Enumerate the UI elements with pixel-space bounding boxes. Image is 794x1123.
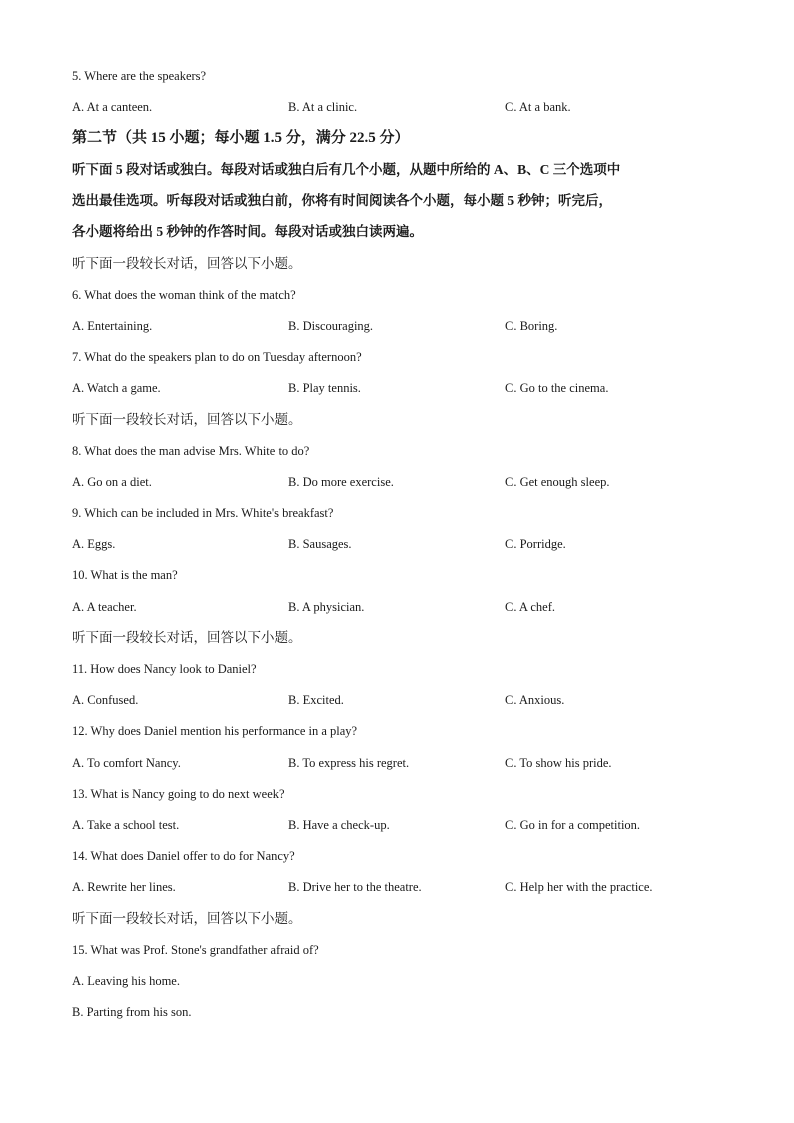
q6-option-a: A. Entertaining.	[72, 319, 153, 333]
q6-option-b: B. Discouraging.	[288, 319, 374, 333]
q10-option-a: A. A teacher.	[72, 600, 137, 614]
section-intro-line-2: 选出最佳选项。听每段对话或独白前，你将有时间阅读各个小题，每小题 5 秒钟；听完后，	[72, 193, 612, 208]
q8-option-a: A. Go on a diet.	[72, 475, 152, 489]
section-intro-line-3: 各小题将给出 5 秒钟的作答时间。每段对话或独白读两遍。	[72, 224, 423, 239]
q7-option-c: C. Go to the cinema.	[505, 381, 609, 395]
q5-option-c: C. At a bank.	[505, 100, 571, 114]
q5-option-a: A. At a canteen.	[72, 100, 153, 114]
q11-option-a: A. Confused.	[72, 693, 139, 707]
q8-option-c: C. Get enough sleep.	[505, 475, 610, 489]
q13-option-c: C. Go in for a competition.	[505, 818, 641, 832]
dialogue-instruction-4: 听下面一段较长对话，回答以下小题。	[72, 911, 302, 926]
q6-option-c: C. Boring.	[505, 319, 558, 333]
question-9: 9. Which can be included in Mrs. White's breakfast?	[72, 506, 334, 520]
q9-option-a: A. Eggs.	[72, 537, 116, 551]
q5-option-b: B. At a clinic.	[288, 100, 358, 114]
q12-option-c: C. To show his pride.	[505, 756, 612, 770]
q14-option-b: B. Drive her to the theatre.	[288, 880, 422, 894]
q11-option-c: C. Anxious.	[505, 693, 565, 707]
question-13: 13. What is Nancy going to do next week?	[72, 787, 285, 801]
q9-option-b: B. Sausages.	[288, 537, 352, 551]
q11-option-b: B. Excited.	[288, 693, 344, 707]
question-10: 10. What is the man?	[72, 568, 178, 582]
question-7: 7. What do the speakers plan to do on Tuesday afternoon?	[72, 350, 362, 364]
question-6: 6. What does the woman think of the match?	[72, 288, 296, 302]
question-12: 12. Why does Daniel mention his performance in a play?	[72, 724, 358, 738]
question-11: 11. How does Nancy look to Daniel?	[72, 662, 257, 676]
q8-option-b: B. Do more exercise.	[288, 475, 394, 489]
q7-option-b: B. Play tennis.	[288, 381, 361, 395]
question-8: 8. What does the man advise Mrs. White to do?	[72, 444, 310, 458]
dialogue-instruction-3: 听下面一段较长对话，回答以下小题。	[72, 630, 302, 645]
dialogue-instruction-2: 听下面一段较长对话，回答以下小题。	[72, 412, 302, 427]
q14-option-c: C. Help her with the practice.	[505, 880, 653, 894]
q12-option-a: A. To comfort Nancy.	[72, 756, 181, 770]
q12-option-b: B. To express his regret.	[288, 756, 410, 770]
section-intro-line-1: 听下面 5 段对话或独白。每段对话或独白后有几个小题，从题中所给的 A、B、C 三个选项中	[72, 162, 621, 177]
q13-option-a: A. Take a school test.	[72, 818, 180, 832]
q7-option-a: A. Watch a game.	[72, 381, 161, 395]
q9-option-c: C. Porridge.	[505, 537, 566, 551]
dialogue-instruction-1: 听下面一段较长对话，回答以下小题。	[72, 256, 302, 271]
q15-option-b: B. Parting from his son.	[72, 1005, 192, 1019]
q14-option-a: A. Rewrite her lines.	[72, 880, 176, 894]
question-14: 14. What does Daniel offer to do for Nancy?	[72, 849, 295, 863]
q13-option-b: B. Have a check-up.	[288, 818, 390, 832]
q15-option-a: A. Leaving his home.	[72, 974, 180, 988]
q10-option-c: C. A chef.	[505, 600, 555, 614]
question-5: 5. Where are the speakers?	[72, 69, 207, 83]
q10-option-b: B. A physician.	[288, 600, 365, 614]
section-title: 第二节（共 15 小题；每小题 1.5 分，满分 22.5 分）	[72, 130, 410, 146]
question-15: 15. What was Prof. Stone's grandfather afraid of?	[72, 943, 319, 957]
